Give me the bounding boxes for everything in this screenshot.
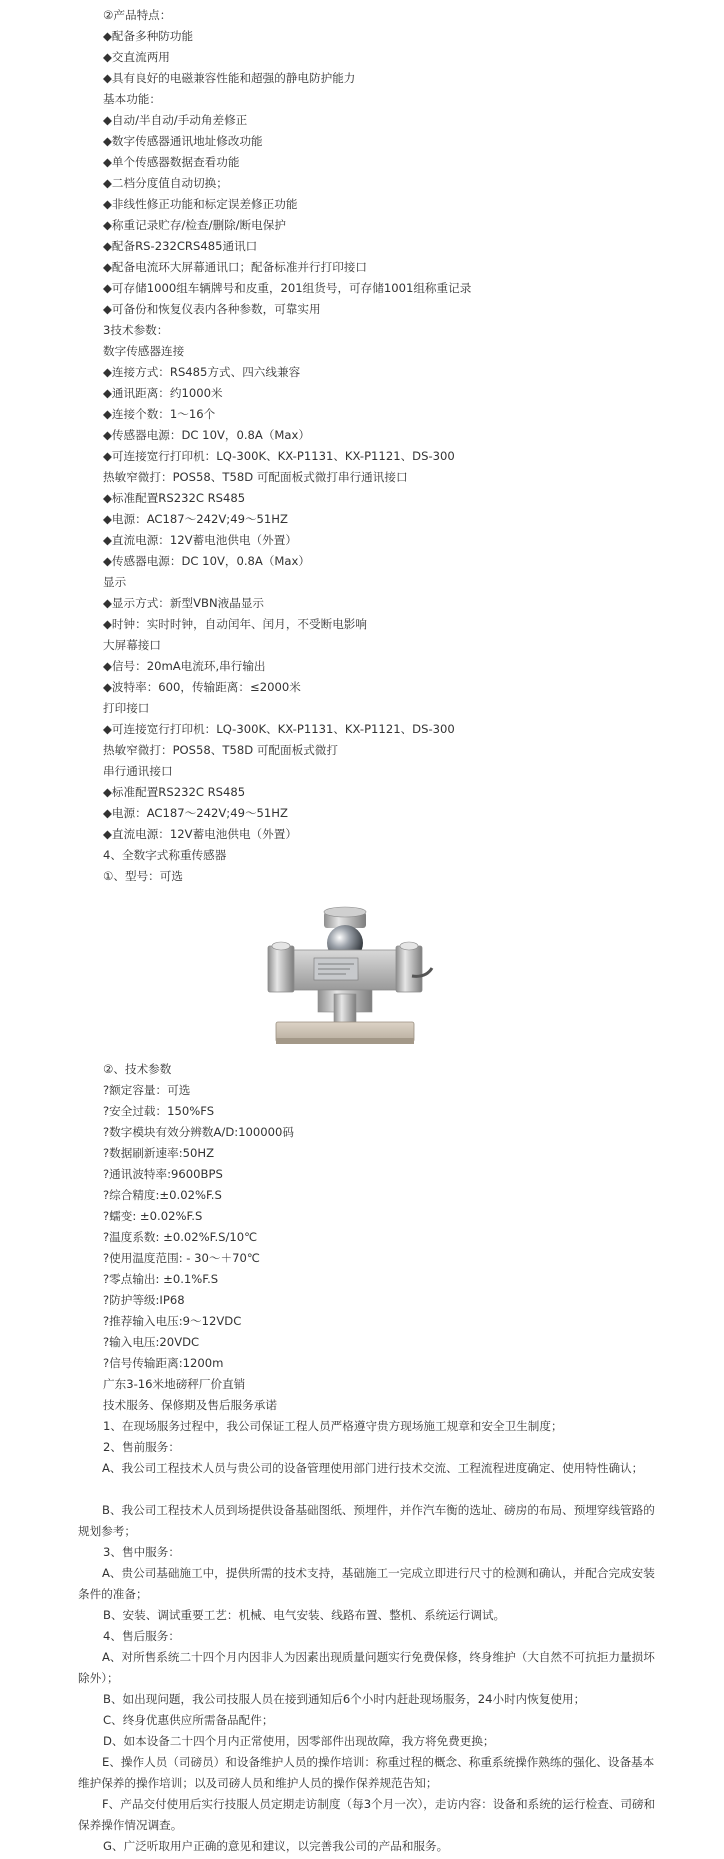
text-line: ◆电源：AC187～242V;49～51HZ bbox=[103, 806, 288, 820]
paragraph-text: A、贵公司基础施工中，提供所需的技术支持，基础施工一完成立即进行尺寸的检测和确认，并配合完成安装条件的准备； bbox=[78, 1566, 655, 1601]
paragraph bbox=[78, 1563, 660, 1605]
text-line: ◆交直流两用 bbox=[103, 50, 170, 64]
text-line: ◆显示方式：新型VBN液晶显示 bbox=[103, 596, 265, 610]
text-line: ◆时钟：实时时钟，自动闰年、闰月，不受断电影响 bbox=[103, 617, 367, 631]
paragraph-text: B、我公司工程技术人员到场提供设备基础图纸、预埋件，并作汽车衡的选址、磅房的布局、预埋穿线管路的规划参考； bbox=[78, 1503, 655, 1538]
text-line: ?输入电压:20VDC bbox=[103, 1335, 200, 1349]
text-line: ?零点输出: ±0.1%F.S bbox=[103, 1272, 219, 1286]
paragraph bbox=[78, 1752, 660, 1794]
text-line: ◆配备RS-232CRS485通讯口 bbox=[103, 239, 258, 253]
text-line: 显示 bbox=[103, 575, 127, 589]
paragraph-text: A、我公司工程技术人员与贵公司的设备管理使用部门进行技术交流、工程流程进度确定、使用特性确认； bbox=[102, 1461, 644, 1475]
text-line: ①、型号：可选 bbox=[103, 869, 183, 883]
text-line: 大屏幕接口 bbox=[103, 638, 161, 652]
text-line: ◆连接方式：RS485方式、四六线兼容 bbox=[103, 365, 301, 379]
text-line: ◆标准配置RS232C RS485 bbox=[103, 491, 246, 505]
text-line: ◆连接个数：1～16个 bbox=[103, 407, 216, 421]
text-line: ?数据刷新速率:50HZ bbox=[103, 1146, 215, 1160]
text-line: ◆数字传感器通讯地址修改功能 bbox=[103, 134, 263, 148]
text-line: ?安全过载：150%FS bbox=[103, 1104, 215, 1118]
text-line: 热敏窄微打：POS58、T58D 可配面板式微打串行通讯接口 bbox=[103, 470, 408, 484]
text-line: ◆信号：20mA电流环,串行输出 bbox=[103, 659, 266, 673]
text-line: ?防护等级:IP68 bbox=[103, 1293, 185, 1307]
text-line: ?蠕变: ±0.02%F.S bbox=[103, 1209, 203, 1223]
load-cell-image bbox=[250, 898, 440, 1058]
text-line: B、安装、调试重要工艺：机械、电气安装、线路布置、整机、系统运行调试。 bbox=[103, 1608, 506, 1622]
text-line: ◆波特率：600，传输距离：≤2000米 bbox=[103, 680, 301, 694]
text-line: B、如出现问题，我公司技服人员在接到通知后6个小时内赶赴现场服务，24小时内恢复使用； bbox=[103, 1692, 586, 1706]
text-line: ◆具有良好的电磁兼容性能和超强的静电防护能力 bbox=[103, 71, 356, 85]
paragraph bbox=[78, 1647, 660, 1689]
text-line: ◆传感器电源：DC 10V，0.8A（Max） bbox=[103, 428, 310, 442]
text-line: ◆配备电流环大屏幕通讯口；配备标准并行打印接口 bbox=[103, 260, 367, 274]
paragraph-text: A、对所售系统二十四个月内因非人为因素出现质量问题实行免费保修，终身维护（大自然不可抗拒力量损坏除外）； bbox=[78, 1650, 655, 1685]
paragraph bbox=[78, 1794, 660, 1836]
text-line: C、终身优惠供应所需备品配件； bbox=[103, 1713, 274, 1727]
text-line: 串行通讯接口 bbox=[103, 764, 173, 778]
text-line: ◆称重记录贮存/检查/删除/断电保护 bbox=[103, 218, 286, 232]
text-line: ◆电源：AC187～242V;49～51HZ bbox=[103, 512, 288, 526]
text-line: 广东3-16米地磅秤厂价直销 bbox=[103, 1377, 246, 1391]
text-line: 4、售后服务： bbox=[103, 1629, 180, 1643]
text-line: G、广泛听取用户正确的意见和建议，以完善我公司的产品和服务。 bbox=[103, 1839, 449, 1853]
text-line: ◆可连接宽行打印机：LQ-300K、KX-P1131、KX-P1121、DS-300 bbox=[103, 449, 455, 463]
text-line: ◆直流电源：12V蓄电池供电（外置） bbox=[103, 533, 297, 547]
text-line: D、如本设备二十四个月内正常使用，因零部件出现故障，我方将免费更换； bbox=[103, 1734, 495, 1748]
text-line: 3、售中服务： bbox=[103, 1545, 180, 1559]
text-line: ?使用温度范围: - 30～＋70℃ bbox=[103, 1251, 260, 1265]
text-line: ②、技术参数 bbox=[103, 1062, 172, 1076]
text-line: ?推荐输入电压:9～12VDC bbox=[103, 1314, 242, 1328]
text-line: 1、在现场服务过程中，我公司保证工程人员严格遵守贵方现场施工规章和安全卫生制度； bbox=[103, 1419, 563, 1433]
text-line: ?数字模块有效分辨数A/D:100000码 bbox=[103, 1125, 295, 1139]
text-line: ②产品特点： bbox=[103, 8, 172, 22]
text-line: ?综合精度:±0.02%F.S bbox=[103, 1188, 222, 1202]
paragraph-text: E、操作人员（司磅员）和设备维护人员的操作培训：称重过程的概念、称重系统操作熟练的强化、设备基本维护保养的操作培训；以及司磅人员和维护人员的操作保养规范告知； bbox=[78, 1755, 655, 1790]
text-line: 4、全数字式称重传感器 bbox=[103, 848, 227, 862]
text-line: 热敏窄微打：POS58、T58D 可配面板式微打 bbox=[103, 743, 338, 757]
paragraph-text: F、产品交付使用后实行技服人员定期走访制度（每3个月一次），走访内容：设备和系统的运行检查、司磅和保养操作情况调查。 bbox=[78, 1797, 656, 1832]
text-line: ?信号传输距离:1200m bbox=[103, 1356, 224, 1370]
text-line: ◆二档分度值自动切换； bbox=[103, 176, 228, 190]
text-line: ?通讯波特率:9600BPS bbox=[103, 1167, 223, 1181]
text-line: ?额定容量：可选 bbox=[103, 1083, 191, 1097]
text-line: ◆非线性修正功能和标定误差修正功能 bbox=[103, 197, 298, 211]
text-line: 基本功能： bbox=[103, 92, 161, 106]
text-line: 2、售前服务： bbox=[103, 1440, 180, 1454]
text-line: ◆可连接宽行打印机：LQ-300K、KX-P1131、KX-P1121、DS-300 bbox=[103, 722, 455, 736]
text-line: ◆可备份和恢复仪表内各种参数，可靠实用 bbox=[103, 302, 321, 316]
text-line: ◆通讯距离：约1000米 bbox=[103, 386, 223, 400]
paragraph bbox=[78, 1458, 660, 1479]
text-line: ◆配备多种防功能 bbox=[103, 29, 194, 43]
text-line: ◆标准配置RS232C RS485 bbox=[103, 785, 246, 799]
paragraph bbox=[78, 1500, 660, 1542]
text-line: 3技术参数： bbox=[103, 323, 169, 337]
text-line: ◆自动/半自动/手动角差修正 bbox=[103, 113, 248, 127]
text-line: 数字传感器连接 bbox=[103, 344, 185, 358]
text-line: ◆单个传感器数据查看功能 bbox=[103, 155, 240, 169]
text-line: 打印接口 bbox=[103, 701, 150, 715]
text-line: ?温度系数: ±0.02%F.S/10℃ bbox=[103, 1230, 258, 1244]
text-line: ◆可存储1000组车辆牌号和皮重，201组货号，可存储1001组称重记录 bbox=[103, 281, 472, 295]
text-line: ◆传感器电源：DC 10V，0.8A（Max） bbox=[103, 554, 310, 568]
text-line: ◆直流电源：12V蓄电池供电（外置） bbox=[103, 827, 297, 841]
text-line: 技术服务、保修期及售后服务承诺 bbox=[103, 1398, 277, 1412]
